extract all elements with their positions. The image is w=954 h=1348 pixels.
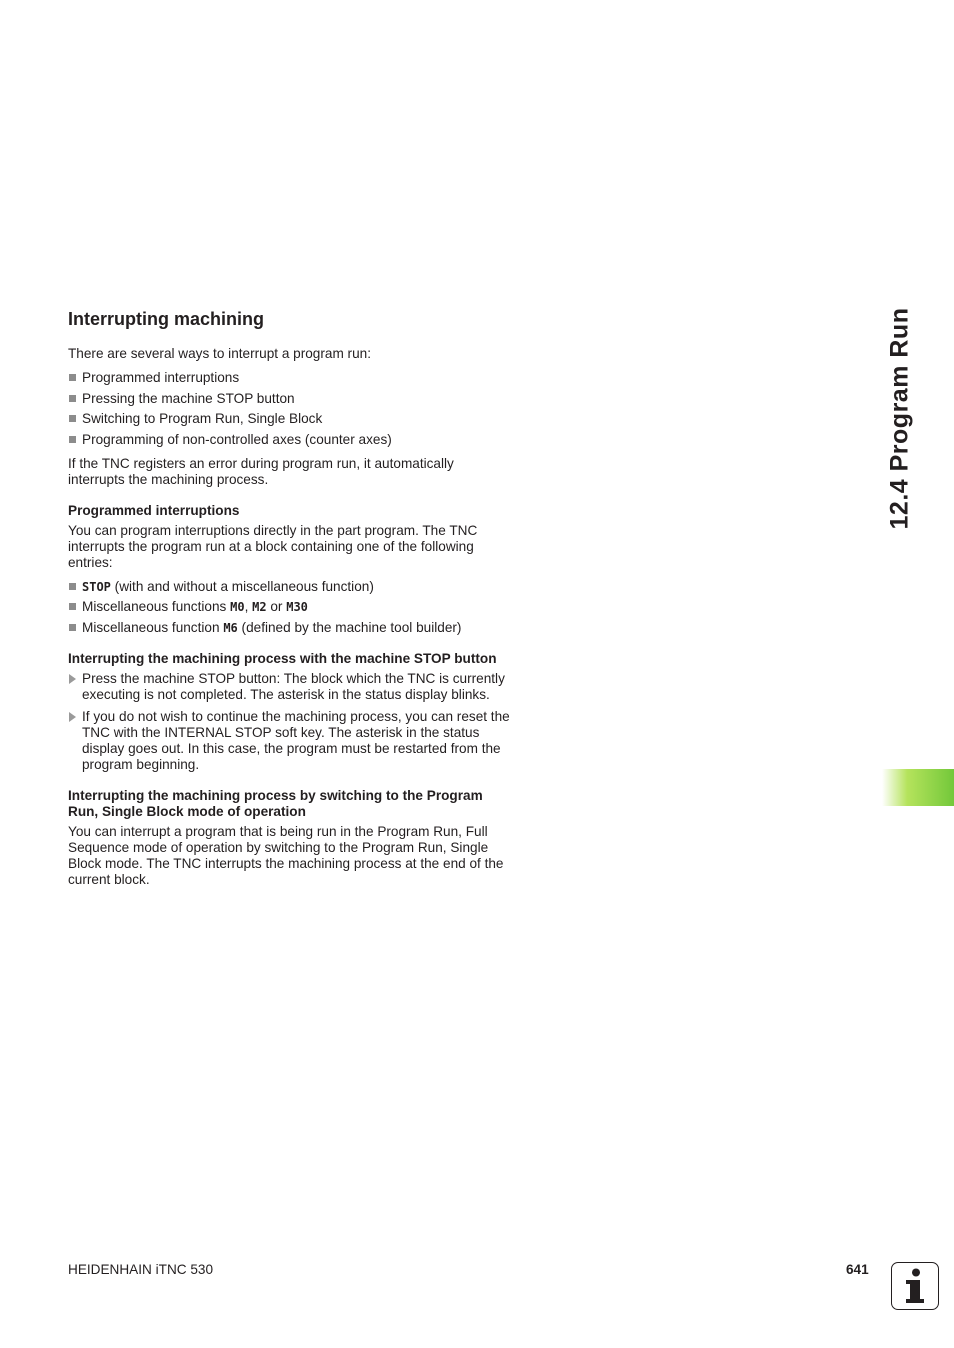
section-title: Interrupting machining [68, 309, 264, 329]
step-item: If you do not wish to continue the machining process, you can reset the TNC with the INTERNAL STOP soft key. The asterisk in the status display goes out. In this case, the program must be restarted from the program beginning. [68, 709, 510, 773]
stop-button-steps [68, 671, 510, 773]
info-icon [891, 1262, 939, 1310]
page-number: 641 [846, 1262, 869, 1277]
error-note-paragraph: If the TNC registers an error during program run, it automatically interrupts the machining process. [68, 455, 454, 487]
list-item-text: Miscellaneous function [82, 619, 224, 635]
stop-code: STOP [82, 579, 111, 594]
list-item: Programming of non-controlled axes (counter axes) [68, 432, 510, 448]
list-item-text: Miscellaneous functions [82, 599, 231, 614]
programmed-entries-list [68, 579, 510, 636]
step-item: Press the machine STOP button: The block which the TNC is currently executing is not completed. The asterisk in the status display blinks. [68, 671, 510, 703]
list-item [68, 599, 510, 615]
chapter-tab-marker [882, 769, 954, 806]
single-block-heading: Interrupting the machining process by switching to the Program Run, Single Block mode of operation [68, 787, 483, 819]
m30-code: M30 [286, 600, 308, 614]
m2-code: M2 [252, 600, 267, 614]
intro-paragraph: There are several ways to interrupt a program run: [68, 346, 371, 361]
list-item [68, 620, 510, 636]
footer-product: HEIDENHAIN iTNC 530 [68, 1262, 214, 1277]
list-item: Switching to Program Run, Single Block [68, 411, 510, 427]
single-block-paragraph: You can interrupt a program that is being run in the Program Run, Full Sequence mode of operation by switching to the Program Run, Single Block mode. The TNC interrupts the machining process at the end of the current block. [68, 823, 504, 887]
interrupt-ways-list [68, 370, 510, 448]
stop-button-heading: Interrupting the machining process with the machine STOP button [68, 650, 497, 666]
chapter-side-title [856, 308, 944, 528]
separator: or [266, 599, 287, 614]
list-item: Pressing the machine STOP button [68, 391, 510, 407]
programmed-heading: Programmed interruptions [68, 502, 240, 518]
list-item-text: (with and without a miscellaneous function) [110, 578, 374, 594]
separator: , [244, 599, 253, 614]
m0-code: M0 [230, 600, 245, 614]
list-item [68, 579, 510, 595]
m6-code: M6 [223, 620, 238, 635]
list-item: Programmed interruptions [68, 370, 510, 386]
chapter-side-title-text: 12.4 Program Run [885, 307, 914, 529]
list-item-text: (defined by the machine tool builder) [237, 619, 462, 635]
programmed-paragraph: You can program interruptions directly in the part program. The TNC interrupts the program run at a block containing one of the following entries: [68, 522, 478, 570]
main-content [68, 308, 510, 896]
